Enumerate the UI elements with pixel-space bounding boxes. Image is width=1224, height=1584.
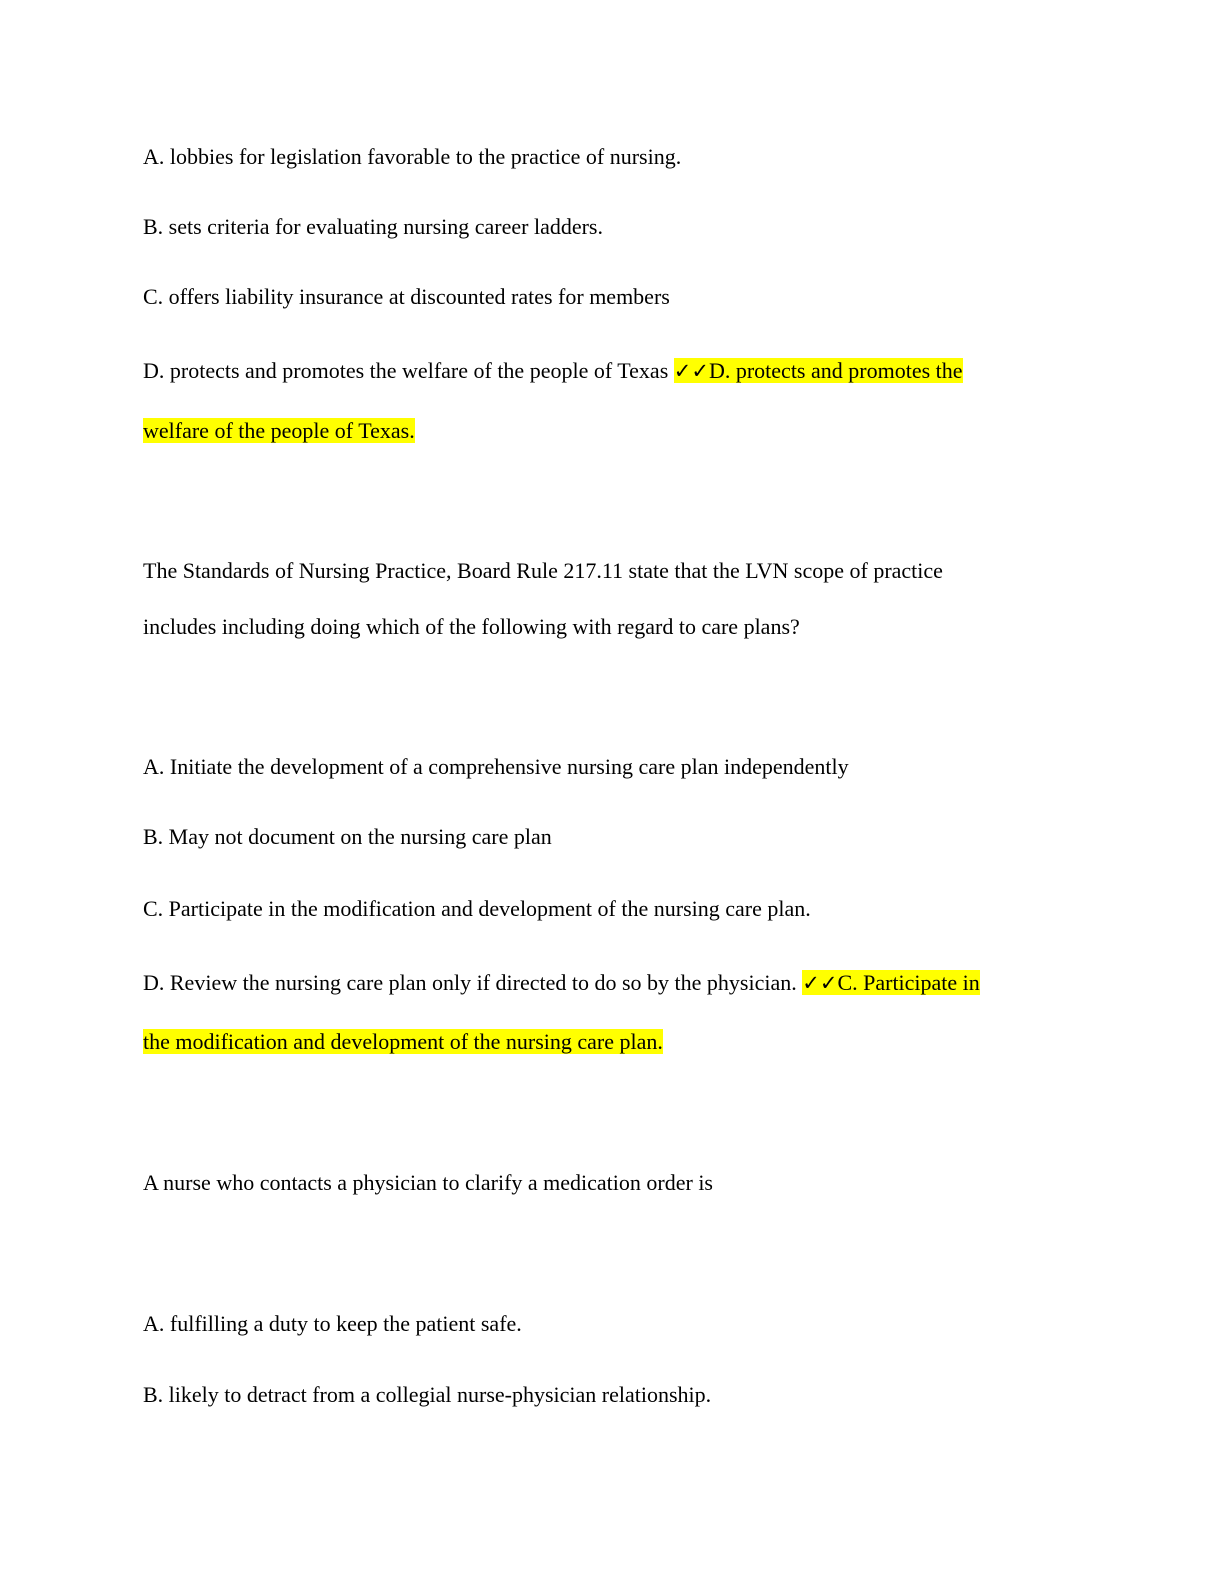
q1-answer-highlight — [674, 358, 963, 383]
q3-question: A nurse who contacts a physician to clarify a medication order is — [143, 1170, 713, 1195]
q2-answer-line1: C. Participate in — [837, 970, 980, 995]
q2-answer-highlight — [802, 970, 980, 995]
q2-option-b: B. May not document on the nursing care plan — [143, 824, 552, 849]
q3-option-b: B. likely to detract from a collegial nurse-physician relationship. — [143, 1382, 712, 1407]
q2-question-line1: The Standards of Nursing Practice, Board Rule 217.11 state that the LVN scope of practice — [143, 558, 943, 583]
q2-option-d: D. Review the nursing care plan only if directed to do so by the physician. — [143, 970, 803, 995]
q1-option-b: B. sets criteria for evaluating nursing career ladders. — [143, 214, 603, 239]
q2-option-c: C. Participate in the modification and development of the nursing care plan. — [143, 896, 811, 921]
q2-option-d-line — [143, 968, 980, 998]
q2-answer-line2-wrap — [143, 1027, 663, 1057]
q1-option-c: C. offers liability insurance at discounted rates for members — [143, 284, 670, 309]
q1-answer-line1: D. protects and promotes the — [708, 358, 963, 383]
q1-option-a: A. lobbies for legislation favorable to the practice of nursing. — [143, 144, 682, 169]
q1-option-d: D. protects and promotes the welfare of the people of Texas — [143, 358, 674, 383]
q1-option-d-line — [143, 356, 963, 386]
double-check-icon: ✓✓ — [802, 971, 838, 995]
q2-answer-line2: the modification and development of the nursing care plan. — [143, 1029, 663, 1054]
q2-question-line2: includes including doing which of the following with regard to care plans? — [143, 614, 800, 639]
q1-answer-line2-wrap — [143, 416, 415, 446]
q1-answer-line2: welfare of the people of Texas. — [143, 418, 415, 443]
double-check-icon: ✓✓ — [673, 359, 709, 383]
q2-option-a: A. Initiate the development of a comprehensive nursing care plan independently — [143, 754, 849, 779]
q3-option-a: A. fulfilling a duty to keep the patient safe. — [143, 1311, 522, 1336]
